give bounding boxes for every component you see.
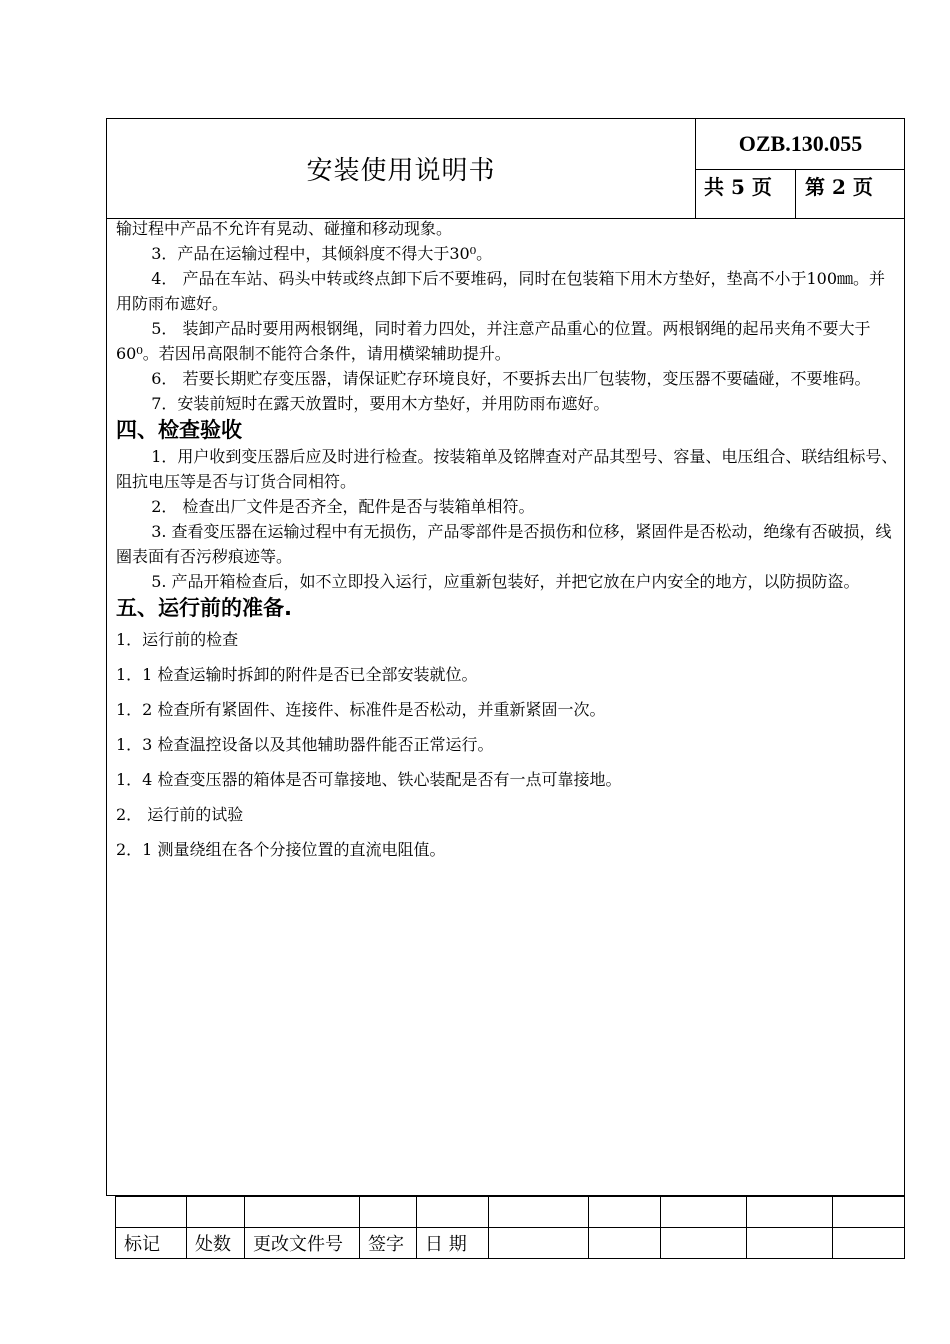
table-cell bbox=[833, 1228, 905, 1259]
revision-date-label: 日 期 bbox=[417, 1228, 489, 1259]
table-row bbox=[116, 1228, 905, 1259]
paragraph: 2． 检查出厂文件是否齐全，配件是否与装箱单相符。 bbox=[151, 497, 535, 516]
list-item: 1．1 检查运输时拆卸的附件是否已全部安装就位。 bbox=[116, 665, 478, 684]
revision-count-label: 处数 bbox=[187, 1228, 245, 1259]
revision-change-doc-label: 更改文件号 bbox=[245, 1228, 360, 1259]
paragraph: 1．用户收到变压器后应及时进行检查。按装箱单及铭牌查对产品其型号、容量、电压组合、联结组标号、阻抗电压等是否与订货合同相符。 bbox=[116, 447, 898, 491]
total-pages: 共 5 页 bbox=[696, 169, 796, 218]
document-number: OZB.130.055 bbox=[696, 119, 905, 170]
section-heading-preparation: 五、运行前的准备. bbox=[116, 596, 292, 620]
revision-table bbox=[115, 1196, 905, 1259]
list-item: 2． 运行前的试验 bbox=[116, 805, 244, 824]
paragraph: 7．安装前短时在露天放置时，要用木方垫好，并用防雨布遮好。 bbox=[151, 394, 610, 413]
paragraph: 3．产品在运输过程中，其倾斜度不得大于30⁰。 bbox=[151, 244, 493, 263]
table-cell bbox=[245, 1197, 360, 1228]
list-item: 1．运行前的检查 bbox=[116, 630, 239, 649]
paragraph: 3. 查看变压器在运输过程中有无损伤，产品零部件是否损伤和位移，紧固件是否松动，绝缘有否破损，线圈表面有否污秽痕迹等。 bbox=[116, 522, 892, 566]
revision-signature-label: 签字 bbox=[360, 1228, 417, 1259]
revision-mark-label: 标记 bbox=[116, 1228, 187, 1259]
table-cell bbox=[747, 1197, 833, 1228]
table-cell bbox=[187, 1197, 245, 1228]
table-cell bbox=[747, 1228, 833, 1259]
table-cell bbox=[589, 1197, 661, 1228]
list-item: 1．3 检查温控设备以及其他辅助器件能否正常运行。 bbox=[116, 735, 494, 754]
list-item: 1．4 检查变压器的箱体是否可靠接地、铁心装配是否有一点可靠接地。 bbox=[116, 770, 622, 789]
list-item: 2．1 测量绕组在各个分接位置的直流电阻值。 bbox=[116, 840, 446, 859]
document-header bbox=[107, 119, 904, 219]
table-cell bbox=[489, 1197, 589, 1228]
table-cell bbox=[116, 1197, 187, 1228]
table-cell bbox=[589, 1228, 661, 1259]
table-row bbox=[116, 1197, 905, 1228]
paragraph: 5． 装卸产品时要用两根钢绳，同时着力四处，并注意产品重心的位置。两根钢绳的起吊夹角不要大于60⁰。若因吊高限制不能符合条件，请用横梁辅助提升。 bbox=[116, 319, 871, 363]
list-item: 1．2 检查所有紧固件、连接件、标准件是否松动，并重新紧固一次。 bbox=[116, 700, 606, 719]
paragraph: 5. 产品开箱检查后，如不立即投入运行，应重新包装好，并把它放在户内安全的地方，以防损防盗。 bbox=[151, 572, 860, 591]
table-cell bbox=[417, 1197, 489, 1228]
section-heading-inspection: 四、检查验收 bbox=[116, 418, 242, 442]
table-cell bbox=[833, 1197, 905, 1228]
paragraph: 4． 产品在车站、码头中转或终点卸下后不要堆码，同时在包装箱下用木方垫好，垫高不小于100㎜。并用防雨布遮好。 bbox=[116, 269, 885, 313]
header-info-block bbox=[695, 119, 905, 218]
table-cell bbox=[661, 1197, 747, 1228]
table-cell bbox=[489, 1228, 589, 1259]
paragraph: 输过程中产品不允许有晃动、碰撞和移动现象。 bbox=[116, 219, 453, 238]
paragraph: 6． 若要长期贮存变压器，请保证贮存环境良好，不要拆去出厂包装物，变压器不要磕碰，不要堆码。 bbox=[151, 369, 871, 388]
table-cell bbox=[661, 1228, 747, 1259]
document-title: 安装使用说明书 bbox=[306, 156, 496, 186]
current-page: 第 2 页 bbox=[805, 175, 873, 199]
document-body bbox=[116, 216, 898, 867]
table-cell bbox=[360, 1197, 417, 1228]
